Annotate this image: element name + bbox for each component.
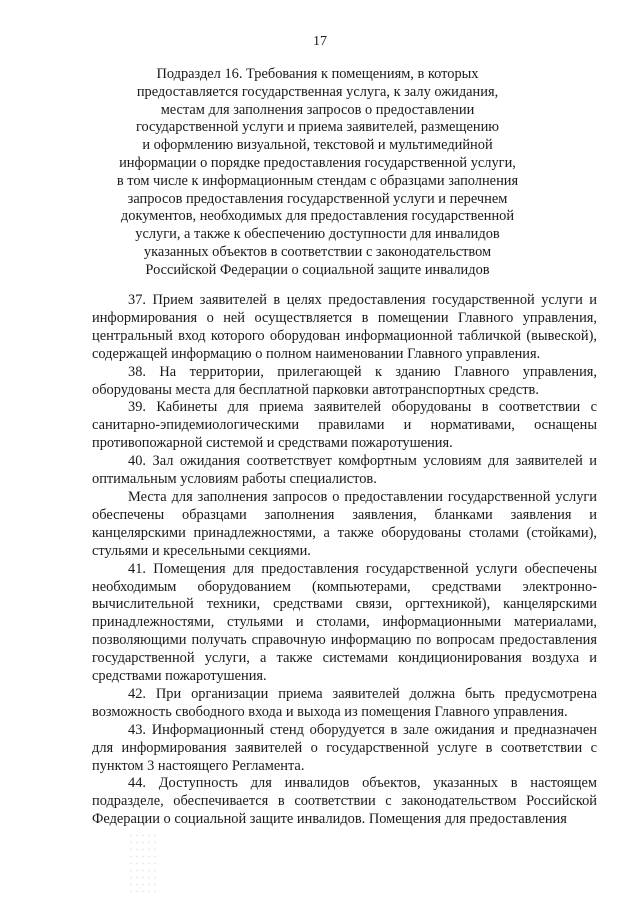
heading-line: Подраздел 16. Требования к помещениям, в которых xyxy=(156,66,479,82)
paragraph-39: 39. Кабинеты для приема заявителей оборудованы в соответствии с санитарно-эпидемиологическими правилами и нормативами, оснащены противопожарной системой и средствами пожаротушения. xyxy=(92,399,597,452)
paragraph-37: 37. Прием заявителей в целях предоставления государственной услуги и информирования о ней осуществляется в помещении Главного управления, центральный вход которого оборудован информационной табличкой (вывеской), содержащей информацию о полном наименовании Главного управления. xyxy=(92,292,597,362)
paragraph-40: 40. Зал ожидания соответствует комфортным условиям для заявителей и оптимальным условиям работы специалистов. xyxy=(92,453,597,488)
heading-line: в том числе к информационным стендам с образцами заполнения xyxy=(116,172,519,189)
heading-line: Российской Федерации о социальной защите инвалидов xyxy=(145,261,490,278)
paragraph-44: 44. Доступность для инвалидов объектов, указанных в настоящем подразделе, обеспечивается в соответствии с законодательством Российской Федерации о социальной защите инвалидов. Помещения для предоставления xyxy=(92,775,597,828)
heading-line: запросов предоставления государственной услуги и перечнем xyxy=(127,190,508,207)
paragraph-40-continued: Места для заполнения запросов о предоставлении государственной услуги обеспечены образцами заполнения заявления, бланками заявления и канцелярскими принадлежностями, а также оборудованы столами (стойками), стульями и кресельными секциями. xyxy=(92,488,597,559)
heading-line: информации о порядке предоставления государственной услуги, xyxy=(119,154,516,171)
paragraph-42: 42. При организации приема заявителей должна быть предусмотрена возможность свободного входа и выхода из помещения Главного управления. xyxy=(92,685,597,720)
heading-line: государственной услуги и приема заявителей, размещению xyxy=(135,119,500,136)
heading-line: предоставляется государственная услуга, к залу ожидания, xyxy=(136,83,499,100)
scan-noise xyxy=(128,832,158,892)
paragraph-43: 43. Информационный стенд оборудуется в зале ожидания и предназначен для информирования заявителей о государственной услуге в соответствии с пунктом 3 настоящего Регламента. xyxy=(92,721,597,774)
heading-line: указанных объектов в соответствии с законодательством xyxy=(143,243,492,260)
section-heading xyxy=(95,66,540,280)
heading-line: местам для заполнения запросов о предоставлении xyxy=(160,101,475,118)
document-body xyxy=(92,292,597,829)
heading-line: и оформлению визуальной, текстовой и мультимедийной xyxy=(142,137,493,154)
heading-line: услуги, а также к обеспечению доступности для инвалидов xyxy=(135,226,500,243)
heading-line: документов, необходимых для предоставления государственной xyxy=(120,208,515,225)
paragraph-38: 38. На территории, прилегающей к зданию Главного управления, оборудованы места для бесплатной парковки автотранспортных средств. xyxy=(92,363,597,398)
paragraph-41: 41. Помещения для предоставления государственной услуги обеспечены необходимым оборудованием (компьютерами, средствами электронно-вычислительной техники, средствами связи, оргтехникой), канцелярскими принадлежностями, стульями и столами, информационными материалами, позволяющими получать справочную информацию по вопросам предоставления государственной услуги, а также системами кондиционирования воздуха и средствами пожаротушения. xyxy=(92,560,597,685)
page-number: 17 xyxy=(313,34,327,49)
